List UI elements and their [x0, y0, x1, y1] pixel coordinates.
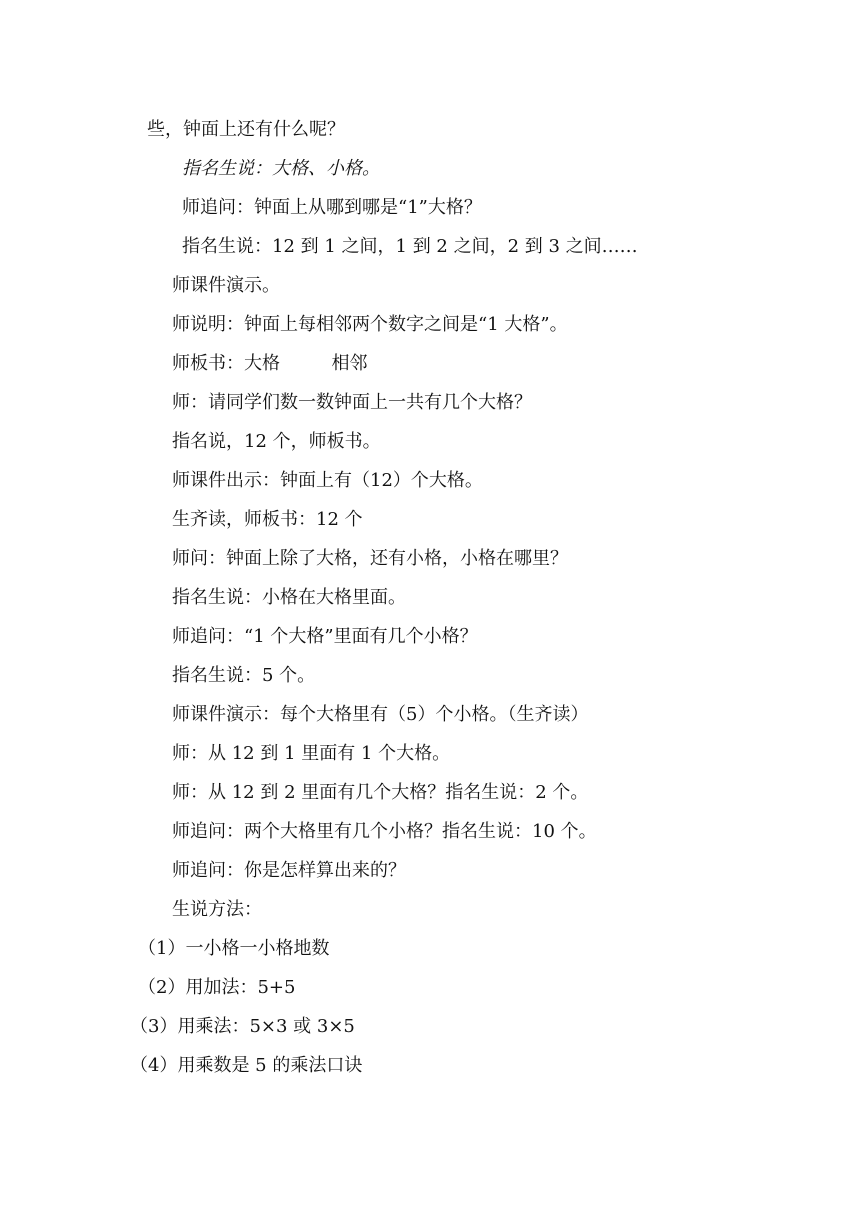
text-line-18: 师：从 12 到 2 里面有几个大格？指名生说：2 个。 — [172, 782, 589, 803]
text-line-25: （4）用乘数是 5 的乘法口诀 — [130, 1055, 363, 1076]
text-line-12: 师问：钟面上除了大格，还有小格，小格在哪里？ — [172, 548, 568, 569]
text-line-22: （1）一小格一小格地数 — [138, 938, 330, 959]
text-line-14: 师追问：“1 个大格”里面有几个小格？ — [172, 626, 478, 647]
text-line-9: 指名说，12 个，师板书。 — [172, 431, 381, 452]
text-line-16: 师课件演示：每个大格里有（5）个小格。（生齐读） — [172, 704, 589, 725]
text-line-1: 些，钟面上还有什么呢？ — [147, 119, 345, 140]
text-line-7: 师板书：大格 相邻 — [172, 353, 368, 374]
text-line-8: 师：请同学们数一数钟面上一共有几个大格？ — [172, 392, 532, 413]
text-line-4: 指名生说：12 到 1 之间，1 到 2 之间，2 到 3 之间…… — [182, 236, 638, 257]
text-line-23: （2）用加法：5+5 — [138, 977, 296, 998]
text-line-3: 师追问：钟面上从哪到哪是“1”大格？ — [182, 197, 482, 218]
text-line-20: 师追问：你是怎样算出来的？ — [172, 860, 406, 881]
text-line-2: 指名生说：大格、小格。 — [182, 158, 380, 179]
text-line-6: 师说明：钟面上每相邻两个数字之间是“1 大格”。 — [172, 314, 568, 335]
text-line-21: 生说方法： — [172, 899, 262, 920]
text-line-11: 生齐读，师板书：12 个 — [172, 509, 363, 530]
text-line-5: 师课件演示。 — [172, 275, 280, 296]
text-line-19: 师追问：两个大格里有几个小格？指名生说：10 个。 — [172, 821, 597, 842]
text-line-15: 指名生说：5 个。 — [172, 665, 316, 686]
text-line-10: 师课件出示：钟面上有（12）个大格。 — [172, 470, 483, 491]
text-line-13: 指名生说：小格在大格里面。 — [172, 587, 406, 608]
text-line-24: （3）用乘法：5×3 或 3×5 — [130, 1016, 355, 1037]
text-line-17: 师：从 12 到 1 里面有 1 个大格。 — [172, 743, 451, 764]
